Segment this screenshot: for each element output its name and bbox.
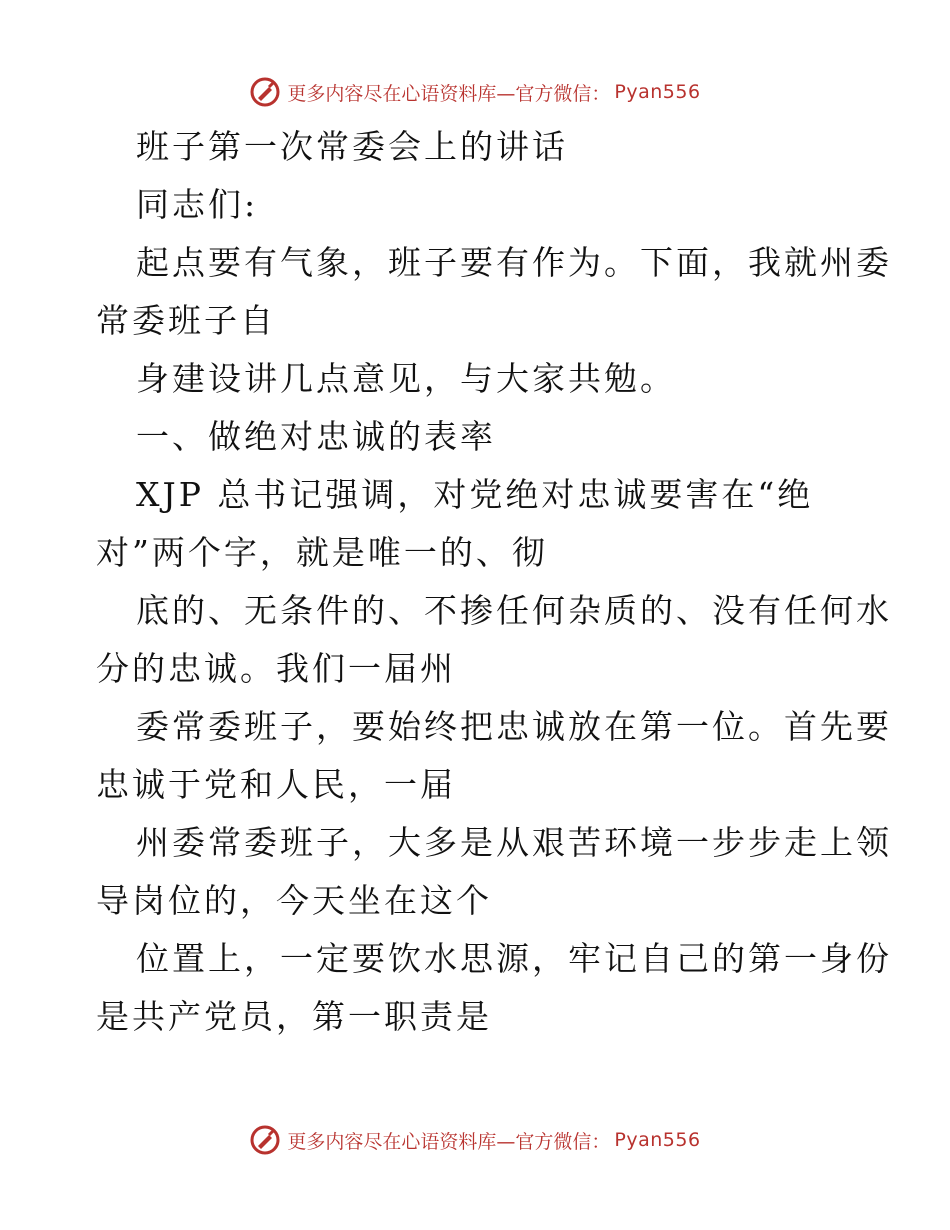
footer-banner	[0, 1120, 950, 1160]
footer-banner-text: 更多内容尽在心语资料库—官方微信：	[287, 1130, 611, 1153]
paragraph	[96, 466, 866, 582]
paragraph	[96, 582, 892, 698]
paragraph-line: 分的忠诚。我们一届州	[96, 649, 456, 688]
header-banner-handle: Pyan556	[614, 81, 701, 103]
section-heading	[96, 408, 866, 466]
header-banner-text: 更多内容尽在心语资料库—官方微信：	[287, 82, 611, 105]
paragraph-line: 导岗位的，今天坐在这个	[96, 881, 492, 920]
paragraph-line: 身建设讲几点意见，与大家共勉。	[136, 359, 676, 398]
document-body	[96, 118, 892, 1046]
paragraph-line: 忠诚于党和人民，一届	[96, 765, 456, 804]
paragraph-salutation	[96, 176, 866, 234]
paragraph	[96, 930, 892, 1046]
paragraph	[96, 234, 892, 350]
paragraph-title	[96, 118, 866, 176]
paragraph	[96, 698, 892, 814]
paragraph-line: 州委常委班子，大多是从艰苦环境一步步走上领	[136, 823, 892, 862]
paragraph-line: 是共产党员，第一职责是	[96, 997, 492, 1036]
paragraph-line: 常委班子自	[96, 301, 276, 340]
paragraph-line: 委常委班子，要始终把忠诚放在第一位。首先要	[136, 707, 892, 746]
paragraph	[96, 350, 866, 408]
pen-logo-icon	[249, 1124, 281, 1156]
header-banner	[0, 72, 950, 112]
paragraph-line: 底的、无条件的、不掺任何杂质的、没有任何水	[136, 591, 892, 630]
footer-banner-handle: Pyan556	[614, 1129, 701, 1151]
paragraph-line: 一、做绝对忠诚的表率	[136, 417, 496, 456]
pen-logo-icon	[249, 76, 281, 108]
paragraph-line: XJP 总书记强调，对党绝对忠诚要害在“绝	[136, 475, 814, 514]
paragraph-line: 位置上，一定要饮水思源，牢记自己的第一身份	[136, 939, 892, 978]
paragraph-line: 班子第一次常委会上的讲话	[136, 127, 568, 166]
paragraph-line: 同志们:	[136, 185, 259, 224]
paragraph-line: 对”两个字，就是唯一的、彻	[96, 533, 548, 572]
paragraph-line: 起点要有气象，班子要有作为。下面，我就州委	[136, 243, 892, 282]
paragraph	[96, 814, 892, 930]
